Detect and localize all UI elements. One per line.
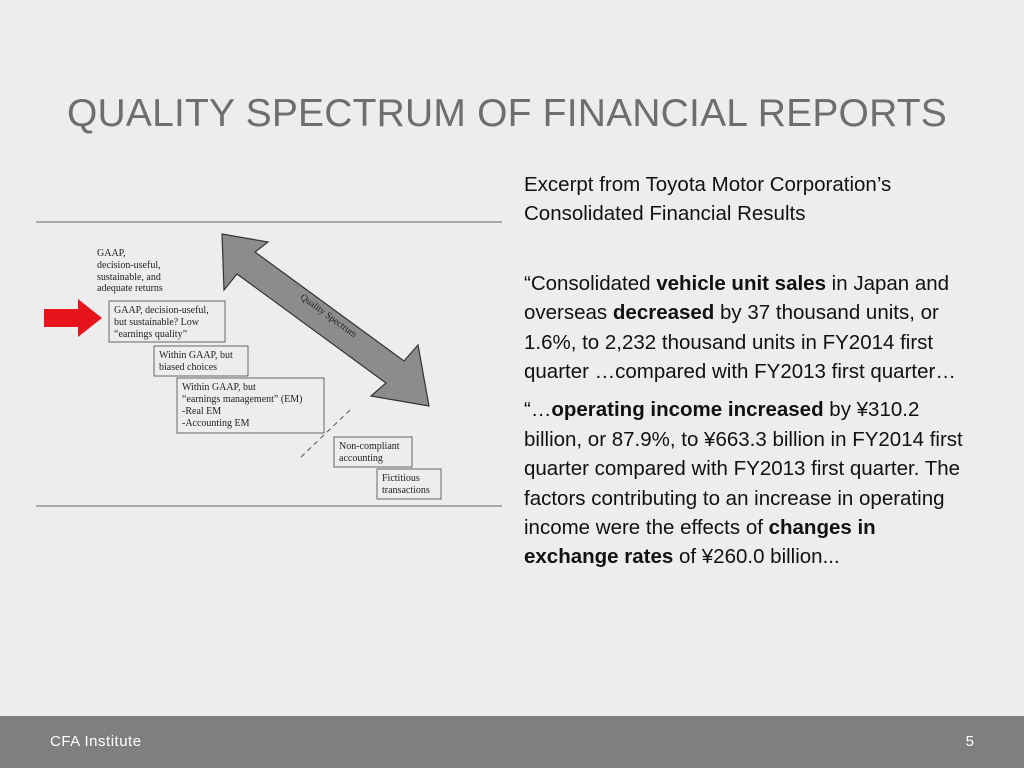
svg-text:GAAP, decision-useful,: GAAP, decision-useful,	[114, 305, 209, 316]
level-earnings-management	[182, 382, 303, 429]
svg-text:but sustainable? Low: but sustainable? Low	[114, 317, 199, 328]
level-fictitious	[382, 473, 430, 496]
emphasis-operating-income-increased: operating income increased	[551, 398, 824, 422]
svg-text:biased choices: biased choices	[159, 362, 218, 373]
page-number: 5	[965, 733, 974, 750]
svg-text:accounting: accounting	[339, 453, 383, 464]
level-low-earnings-quality	[114, 305, 209, 340]
excerpt-text-column	[524, 170, 974, 572]
red-pointer-arrow	[44, 299, 102, 337]
svg-text:-Real EM: -Real EM	[182, 406, 222, 417]
svg-text:“earnings quality”: “earnings quality”	[114, 329, 188, 340]
svg-text:Within GAAP, but: Within GAAP, but	[159, 350, 233, 361]
svg-text:Fictitious: Fictitious	[382, 473, 420, 484]
level-non-compliant	[339, 441, 400, 464]
svg-text:Within GAAP, but: Within GAAP, but	[182, 382, 256, 393]
arrow-label: Quality Spectrum	[298, 292, 359, 341]
emphasis-changes-in-exchange-rates: changes in exchange rates	[524, 516, 876, 569]
svg-text:adequate returns: adequate returns	[97, 283, 163, 294]
level-gaap-decision-useful	[97, 248, 163, 294]
svg-text:transactions: transactions	[382, 485, 430, 496]
footer-organization: CFA Institute	[50, 733, 142, 750]
emphasis-vehicle-unit-sales: vehicle unit sales	[656, 271, 826, 295]
emphasis-decreased: decreased	[612, 301, 715, 325]
footer-bar	[0, 716, 1024, 768]
excerpt-heading: Excerpt from Toyota Motor Corporation’s Consolidated Financial Results	[524, 173, 892, 226]
svg-text:-Accounting EM: -Accounting EM	[182, 418, 250, 429]
level-biased-choices	[159, 350, 233, 373]
quote-vehicle-sales: “Consolidated vehicle unit sales in Japan and overseas decreased by 37 thousand units, or 1.6%, to 2,232 thousand units in FY2014 first quarter …compared with FY2013 first quarter…	[524, 271, 956, 384]
svg-text:Non-compliant: Non-compliant	[339, 441, 400, 452]
svg-text:sustainable, and: sustainable, and	[97, 272, 161, 283]
svg-text:“earnings management” (EM): “earnings management” (EM)	[182, 394, 303, 405]
svg-text:decision-useful,: decision-useful,	[97, 260, 161, 271]
slide-title: QUALITY SPECTRUM OF FINANCIAL REPORTS	[67, 92, 947, 135]
svg-text:GAAP,: GAAP,	[97, 248, 126, 259]
quote-operating-income: “…operating income increased by ¥310.2 billion, or 87.9%, to ¥663.3 billion in FY2014 first quarter compared with FY2013 first quarter. The factors contributing to an increase in operating income were the effects of changes in exchange rates of ¥260.0 billion...	[524, 398, 963, 569]
quality-spectrum-diagram	[0, 0, 520, 520]
